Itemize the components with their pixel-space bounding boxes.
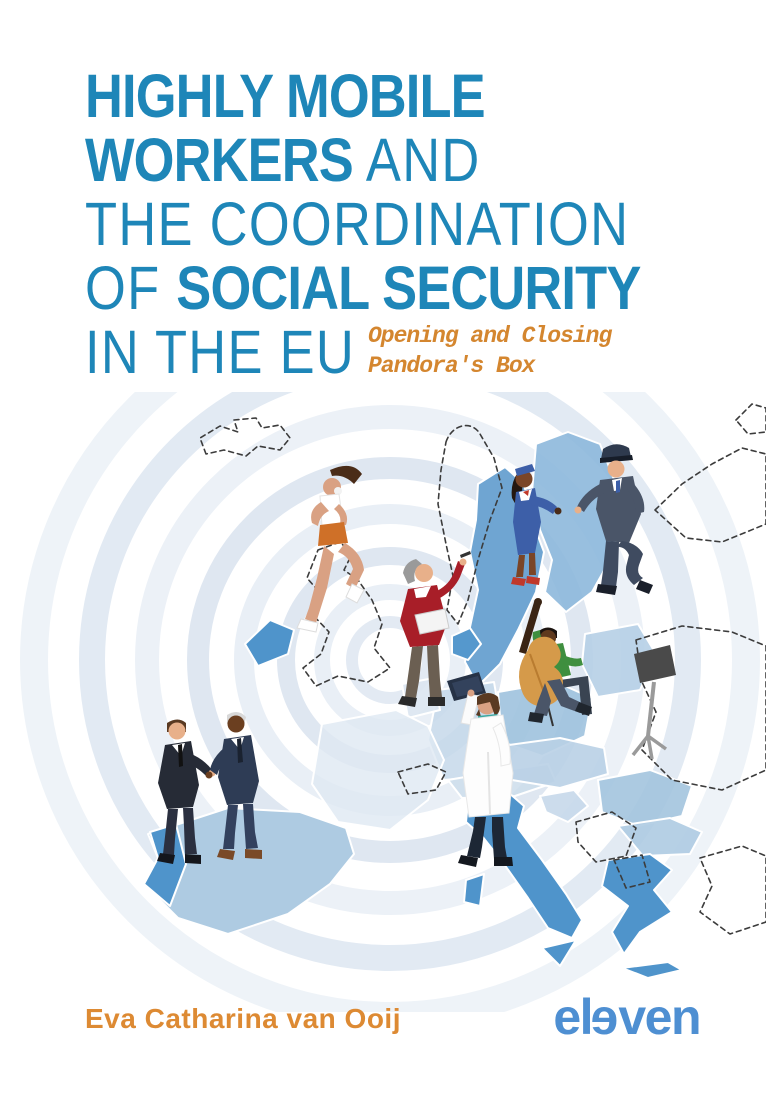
subtitle-line-2: Pandora's Box <box>368 353 535 379</box>
title-text: AND <box>352 126 481 194</box>
title-text: IN THE EU <box>85 318 356 386</box>
subtitle-line-1: Opening and Closing <box>368 323 612 349</box>
outline-russia-corner <box>736 404 766 434</box>
europe-map-illustration <box>0 392 766 1012</box>
subtitle <box>368 321 611 381</box>
publisher-logo-flipped-e: e <box>592 989 619 1045</box>
title-text: THE COORDINATION <box>85 190 630 258</box>
author-name: Eva Catharina van Ooij <box>85 1003 401 1034</box>
publisher-logo <box>553 988 700 1046</box>
country-sardinia <box>464 874 484 906</box>
publisher-logo-text: ven <box>618 989 700 1045</box>
title-line-3 <box>85 192 640 256</box>
title-text: HIGHLY MOBILE <box>85 62 485 130</box>
title-text: OF <box>85 254 177 322</box>
outline-turkey <box>700 846 766 934</box>
title-text: SOCIAL SECURITY <box>176 254 641 322</box>
title-line-1 <box>85 64 640 128</box>
publisher-logo-text: el <box>553 989 593 1045</box>
country-romania <box>598 770 692 826</box>
title-text: WORKERS <box>85 126 353 194</box>
title-line-4 <box>85 256 640 320</box>
country-crete <box>622 962 682 978</box>
title-line-2 <box>85 128 640 192</box>
